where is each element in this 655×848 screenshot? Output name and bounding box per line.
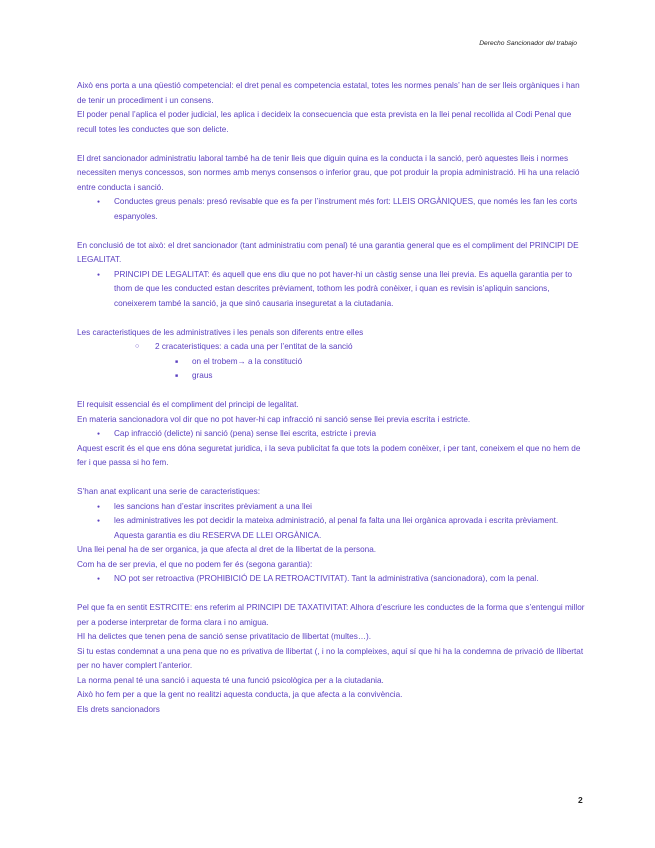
paragraph: Si tu estas condemnat a una pena que no es privativa de llibertat (, i no la compleixes, aquí sí que hi ha la condemna de privació de llibertat per no haver complert l’anterior. (77, 646, 584, 670)
paragraph: El dret sancionador administratiu laboral també ha de tenir lleis que diguin quina es la conducta i la sanció, però aquestes lleis i normes necessiten menys concessos, son normes amb menys consensos o inferior grau, que pot produir la propia administració. Hi ha una relació entre conducta i sanció. (77, 153, 580, 192)
paragraph: Aquest escrit és el que ens dóna seguretat juridica, i la seva publicitat fa que tots la podem conèixer, i per tant, coneixem el que no hem de fer i que passa si ho fem. (77, 443, 581, 467)
running-header: Derecho Sancionador del trabajo (479, 40, 577, 47)
paragraph: Pel que fa en sentit ESTRCITE: ens referim al PRINCIPI DE TAXATIVITAT: Alhora d’escriure les conductes de la forma que s’entengui millor per a poderse interpretar de forma clara i no amigua. (77, 603, 585, 627)
sub-list (77, 340, 585, 384)
paragraph: Els drets sancionadors (77, 704, 160, 714)
sub-sub-bullet-item: ■ on el trobem→ a la constitució (77, 355, 585, 370)
paragraph: La norma penal té una sanció i aquesta té una funció psicològica per a la ciutadania. (77, 675, 384, 685)
sub-bullet-item: ○ 2 cracateristiques: a cada una per l’entitat de la sanció (77, 340, 585, 355)
paragraph: Les caracteristiques de les administratives i les penals son diferents entre elles (77, 327, 364, 337)
sub-sub-bullet-item: ■ graus (77, 369, 585, 384)
paragraph: El requisit essencial és el compliment del principi de legalitat. (77, 400, 299, 409)
paragraph: HI ha delictes que tenen pena de sanció sense privatitacio de llibertat (multes…). (77, 632, 372, 641)
bullet-list (77, 500, 585, 544)
bullet-item: ● Cap infracció (delicte) ni sanció (pena) sense llei escrita, estricte i previa (77, 427, 585, 442)
bullet-list (77, 427, 585, 442)
paragraph: Això ho fem per a que la gent no realitzi aquesta conducta, ja que afecta a la convivència. (77, 690, 403, 699)
bullet-item: ● les sancions han d’estar inscrites prèviament a una llei (77, 500, 585, 515)
document-body (77, 79, 585, 717)
bullet-item: ● PRINCIPI DE LEGALITAT: és aquell que ens diu que no pot haver-hi un càstig sense una llei previa. Es aquella garantia per to thom de que les conducted estan descrites prèviament, tothom les podrà conèixer, i quan es revisin is’apliquin sancions, coneixerem també la sanció, ja que sinó causaria inseguretat a la ciutadania. (77, 268, 585, 312)
bullet-item: ● Conductes greus penals: presó revisable que es fa per l’instrument més fort: LLEIS ORGÀNIQUES, que només les fan les corts espanyoles. (77, 195, 585, 224)
bullet-list (77, 572, 585, 587)
bullet-item: ● NO pot ser retroactiva (PROHIBICIÓ DE LA RETROACTIVITAT). Tant la administrativa (sancionadora), com la penal. (77, 572, 585, 587)
bullet-list (77, 268, 585, 312)
page-number: 2 (578, 795, 583, 805)
paragraph: Com ha de ser previa, el que no podem fer és (segona garantia): (77, 559, 313, 569)
paragraph: En conclusió de tot això: el dret sancionador (tant administratiu com penal) té una garantia general que es el compliment del PRINCIPI DE LEGALITAT. (77, 240, 579, 264)
paragraph: El poder penal l’aplica el poder judicial, les aplica i decideix la consecuencia que esta prevista en la llei penal recollida al Codi Penal que recull totes les conductes que son delicte. (77, 110, 572, 134)
paragraph: En materia sancionadora vol dir que no pot haver-hi cap infracció ni sanció sense llei previa escrita i estricte. (77, 414, 471, 424)
paragraph: S’han anat explicant una serie de caracteristiques: (77, 487, 260, 496)
bullet-list (77, 195, 585, 224)
bullet-item: ● les administratives les pot decidir la mateixa administració, al penal fa falta una llei orgànica aprovada i escrita prèviament. Aquesta garantia es diu RESERVA DE LLEI ORGÀNICA. (77, 514, 585, 543)
paragraph: Això ens porta a una qüestió competencial: el dret penal es competencia estatal, totes les normes penals’ han de ser lleis orgàniques i han de tenir un procediment i un consens. (77, 81, 580, 105)
paragraph: Una llei penal ha de ser organica, ja que afecta al dret de la llibertat de la persona. (77, 545, 377, 554)
